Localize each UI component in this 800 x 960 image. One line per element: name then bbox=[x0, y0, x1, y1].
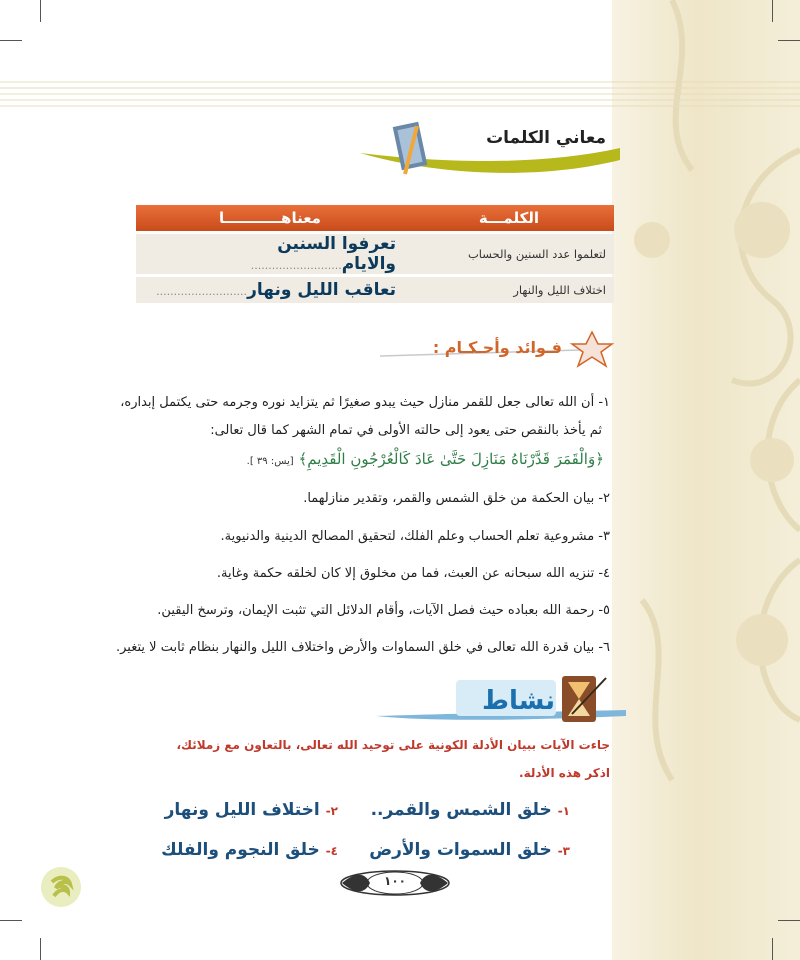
benefit-point-2: ٢- بيان الحكمة من خلق الشمس والقمر، وتقدير منازلهما. bbox=[303, 491, 610, 506]
crop-mark bbox=[40, 0, 41, 22]
word-meaning-table bbox=[136, 202, 614, 306]
activity-instruction-2: اذكر هذه الأدلة. bbox=[519, 766, 610, 780]
benefit-point-5: ٥- رحمة الله بعباده حيث فصل الآيات، وأقام الدلائل التي تثبت الإيمان، وترسخ اليقين. bbox=[157, 603, 610, 618]
benefit-point-4: ٤- تنزيه الله سبحانه عن العبث، فما من مخلوق إلا كان لخلقه حكمة وغاية. bbox=[216, 566, 610, 581]
table-row bbox=[136, 277, 614, 303]
answer-3: ٣- خلق السموات والأرض bbox=[369, 840, 570, 860]
column-header-meaning: معناهـــــــــــا bbox=[136, 205, 404, 231]
column-header-word: الكلمـــة bbox=[404, 205, 614, 231]
ruler-pencil-icon bbox=[387, 120, 433, 176]
crop-mark bbox=[0, 40, 22, 41]
table-row bbox=[136, 234, 614, 274]
crop-mark bbox=[40, 938, 41, 960]
activity-instruction: جاءت الآيات ببيان الأدلة الكونية على توحيد الله تعالى، بالتعاون مع زملائك، bbox=[176, 738, 610, 752]
crop-mark bbox=[778, 40, 800, 41]
meaning-cell: تعاقب الليل ونهار.......................... bbox=[136, 277, 404, 303]
crop-mark bbox=[0, 920, 22, 921]
publisher-logo-icon bbox=[40, 866, 82, 908]
star-icon bbox=[572, 332, 612, 366]
benefits-title: فـوائد وأحـكـام : bbox=[432, 338, 562, 357]
benefit-point-3: ٣- مشروعية تعلم الحساب وعلم الفلك، لتحقيق المصالح الدينية والدنيوية. bbox=[220, 529, 610, 544]
meaning-cell: تعرفوا السنين والايام.......................... bbox=[136, 234, 404, 274]
header-decorative-lines bbox=[0, 78, 800, 118]
section-title: معاني الكلمات bbox=[486, 128, 606, 148]
crop-mark bbox=[772, 0, 773, 22]
crop-mark bbox=[778, 920, 800, 921]
answer-2: ٢- اختلاف الليل ونهار bbox=[164, 800, 338, 820]
benefit-point-1: ١- أن الله تعالى جعل للقمر منازل حيث يبدو صغيرًا ثم يتزايد نوره وجرمه حتى يكتمل إبداره، bbox=[120, 395, 610, 410]
crop-mark bbox=[772, 938, 773, 960]
quran-verse: ﴿وَالْقَمَرَ قَدَّرْنَاهُ مَنَازِلَ حَتَّىٰ عَادَ كَالْعُرْجُونِ الْقَدِيمِ﴾ [يس: ٣٩ ]. bbox=[246, 450, 604, 468]
word-cell: اختلاف الليل والنهار bbox=[404, 277, 614, 303]
activity-title: نشاط bbox=[482, 686, 555, 716]
page-number: ١٠٠ bbox=[384, 874, 406, 888]
decorative-ornament-panel bbox=[612, 0, 800, 960]
arabesque-ornament-icon bbox=[612, 0, 800, 960]
benefit-point-6: ٦- بيان قدرة الله تعالى في خلق السماوات والأرض واختلاف الليل والنهار بنظام ثابت لا يتغير. bbox=[116, 640, 610, 655]
word-cell: لتعلموا عدد السنين والحساب bbox=[404, 234, 614, 274]
answer-1: ١- خلق الشمس والقمر.. bbox=[370, 800, 570, 820]
answer-4: ٤- خلق النجوم والفلك bbox=[161, 840, 338, 860]
benefit-point-1-continued: ثم يأخذ بالنقص حتى يعود إلى حالته الأولى في تمام الشهر كما قال تعالى: bbox=[210, 423, 602, 438]
